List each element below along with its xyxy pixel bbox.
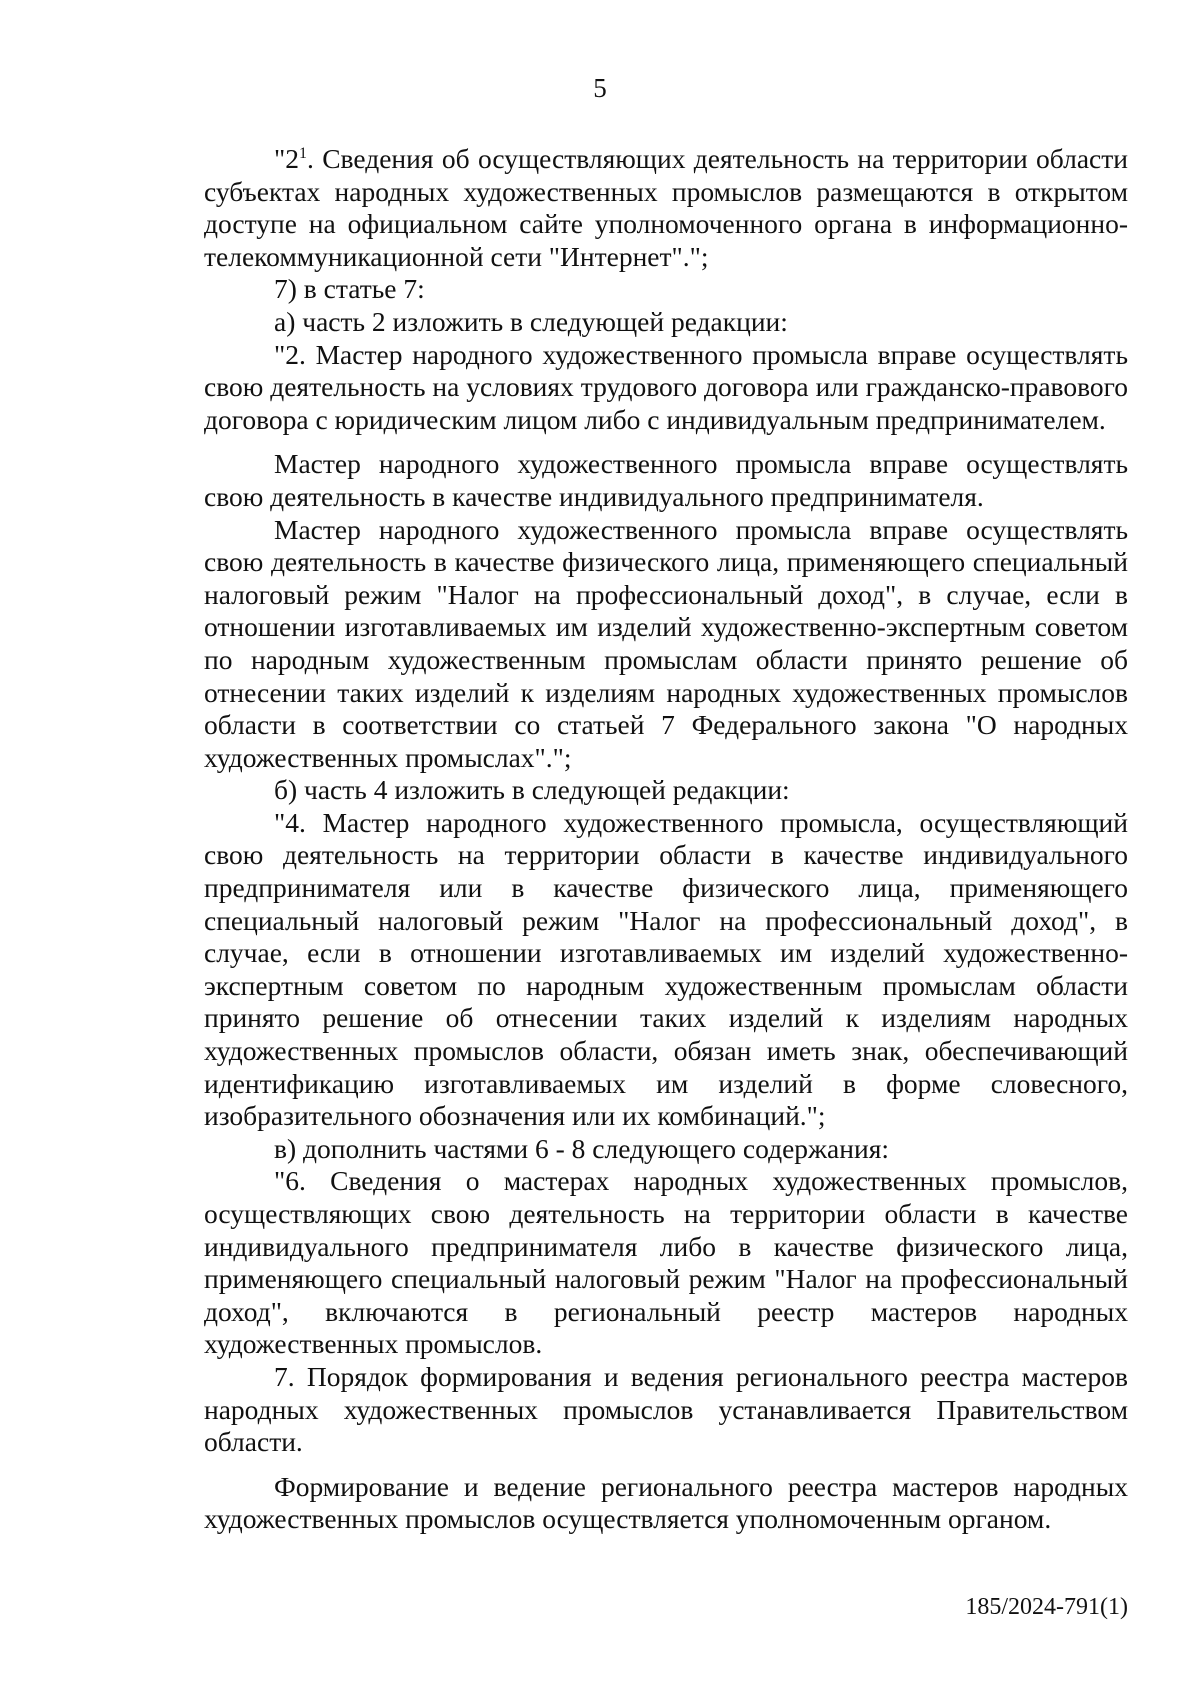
paragraph-2-1-rest: . Сведения об осуществляющих деятельность на территории области субъектах народных художественных промыслов размещаются в открытом доступе на официальном сайте уполномоченного органа в информационно-телекоммуникационной сети "Интернет"."; <box>204 143 1128 272</box>
paragraph-part-7: 7. Порядок формирования и ведения регионального реестра мастеров народных художественных промыслов устанавливается Правительством области. <box>204 1360 1128 1458</box>
document-body <box>204 143 1128 1536</box>
paragraph-part-2: "2. Мастер народного художественного промысла вправе осуществлять свою деятельность на условиях трудового договора или гражданско-правового договора с юридическим лицом либо с индивидуальным предпринимателем. <box>204 338 1128 435</box>
paragraph-part-6: "6. Сведения о мастерах народных художественных промыслов, осуществляющих свою деятельность на территории области в качестве индивидуального предпринимателя либо в качестве физического лица, применяющего специальный налоговый режим "Налог на профессиональный доход", включаются в региональный реестр мастеров народных художественных промыслов. <box>204 1165 1128 1360</box>
paragraph-part-7-sub: Формирование и ведение регионального реестра мастеров народных художественных промыслов осуществляется уполномоченным органом. <box>204 1470 1128 1535</box>
document-id: 185/2024-791(1) <box>965 1594 1128 1620</box>
superscript-index: 1 <box>298 144 307 162</box>
paragraph-part-4: "4. Мастер народного художественного промысла, осуществляющий свою деятельность на территории области в качестве индивидуального предпринимателя или в качестве физического лица, применяющего специальный налоговый режим "Налог на профессиональный доход", в случае, если в отношении изготавливаемых им изделий художественно-экспертным советом по народным художественным промыслам области принято решение об отнесении таких изделий к изделиям народных художественных промыслов области, обязан иметь знак, обеспечивающий идентификацию изготавливаемых им изделий в форме словесного, изобразительного обозначения или их комбинаций."; <box>204 806 1128 1132</box>
paragraph-part-2-sub-1: Мастер народного художественного промысла вправе осуществлять свою деятельность в качестве индивидуального предпринимателя. <box>204 448 1128 512</box>
paragraph-item-v: в) дополнить частями 6 - 8 следующего содержания: <box>274 1132 889 1164</box>
paragraph-2-1-lead: "2 <box>274 143 299 174</box>
paragraph-2-1 <box>204 143 1128 273</box>
paragraph-part-2-sub-2: Мастер народного художественного промысла вправе осуществлять свою деятельность в качестве физического лица, применяющего специальный налоговый режим "Налог на профессиональный доход", в случае, если в отношении изготавливаемых им изделий художественно-экспертным советом по народным художественным промыслам области принято решение об отнесении таких изделий к изделиям народных художественных промыслов области в соответствии со статьей 7 Федерального закона "О народных художественных промыслах"."; <box>204 513 1128 773</box>
page-number: 5 <box>593 73 607 103</box>
paragraph-item-b: б) часть 4 изложить в следующей редакции: <box>274 774 790 806</box>
paragraph-item-7: 7) в статье 7: <box>274 273 425 305</box>
paragraph-item-a: а) часть 2 изложить в следующей редакции: <box>274 305 788 337</box>
